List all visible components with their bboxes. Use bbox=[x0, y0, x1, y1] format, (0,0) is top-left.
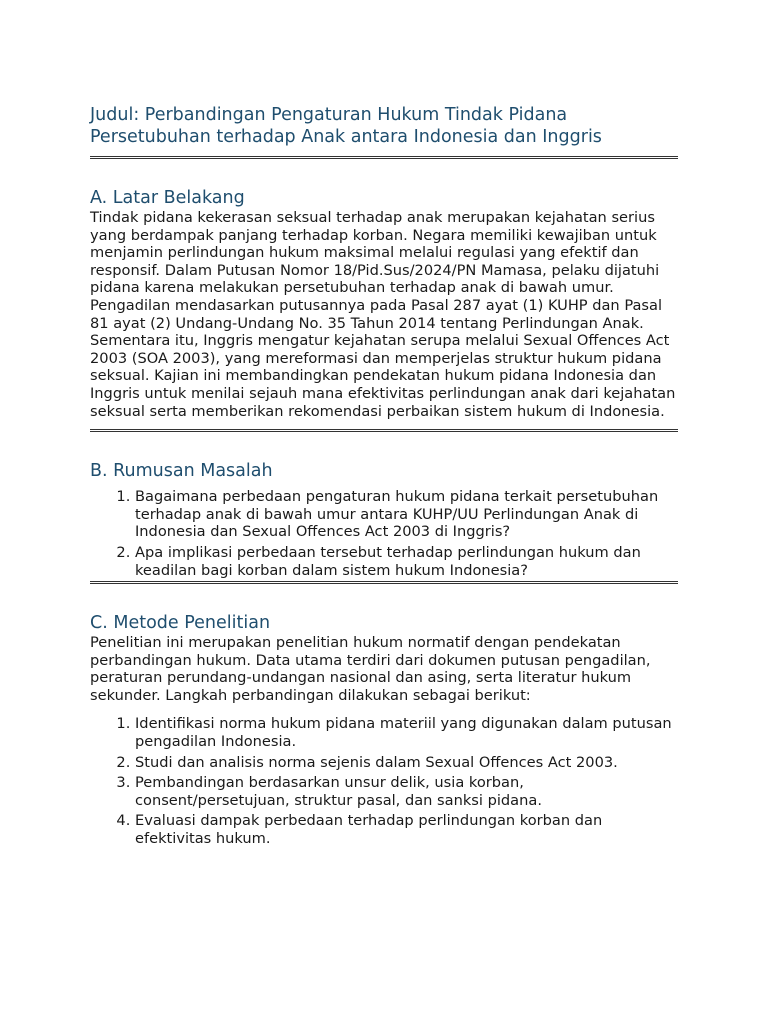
section-b-list bbox=[90, 488, 678, 579]
list-item: 3. Pembandingan berdasarkan unsur delik, usia korban, consent/persetujuan, struktur pasal, dan sanksi pidana. bbox=[135, 774, 678, 809]
list-item: 2. Studi dan analisis norma sejenis dalam Sexual Offences Act 2003. bbox=[135, 754, 678, 772]
title-divider bbox=[90, 156, 678, 159]
section-a-paragraph-2: Sementara itu, Inggris mengatur kejahatan serupa melalui Sexual Offences Act 2003 (SOA 2003), yang mereformasi dan memperjelas struktur hukum pidana seksual. Kajian ini membandingkan pendekatan hukum pidana Indonesia dan Inggris untuk menilai sejauh mana efektivitas perlindungan anak dari kejahatan seksual serta memberikan rekomendasi perbaikan sistem hukum di Indonesia. bbox=[90, 332, 676, 420]
list-item: 2. Apa implikasi perbedaan tersebut terhadap perlindungan hukum dan keadilan bagi korban dalam sistem hukum Indonesia? bbox=[135, 544, 678, 579]
section-c-paragraph-1: Penelitian ini merupakan penelitian hukum normatif dengan pendekatan perbandingan hukum. Data utama terdiri dari dokumen putusan pengadilan, peraturan perundang-undangan nasional dan asing, serta literatur hukum sekunder. Langkah perbandingan dilakukan sebagai berikut: bbox=[90, 634, 651, 704]
list-item: 4. Evaluasi dampak perbedaan terhadap perlindungan korban dan efektivitas hukum. bbox=[135, 812, 678, 847]
section-c-heading: C. Metode Penelitian bbox=[90, 613, 271, 634]
section-b-divider bbox=[90, 581, 678, 584]
document-title-line-2: Persetubuhan terhadap Anak antara Indonesia dan Inggris bbox=[90, 127, 602, 147]
list-item: 1. Bagaimana perbedaan pengaturan hukum pidana terkait persetubuhan terhadap anak di bawah umur antara KUHP/UU Perlindungan Anak di Indonesia dan Sexual Offences Act 2003 di Inggris? bbox=[135, 488, 678, 541]
document-title bbox=[90, 104, 678, 148]
section-c-list bbox=[90, 715, 678, 847]
section-a-paragraph-1: Tindak pidana kekerasan seksual terhadap anak merupakan kejahatan serius yang berdampak panjang terhadap korban. Negara memiliki kewajiban untuk menjamin perlindungan hukum maksimal melalui regulasi yang efektif dan responsif. Dalam Putusan Nomor 18/Pid.Sus/2024/PN Mamasa, pelaku dijatuhi pidana karena melakukan persetubuhan terhadap anak di bawah umur. Pengadilan mendasarkan putusannya pada Pasal 287 ayat (1) KUHP dan Pasal 81 ayat (2) Undang-Undang No. 35 Tahun 2014 tentang Perlindungan Anak. bbox=[90, 209, 663, 332]
section-b-heading: B. Rumusan Masalah bbox=[90, 461, 273, 482]
document-title-line-1: Judul: Perbandingan Pengaturan Hukum Tindak Pidana bbox=[90, 105, 568, 125]
list-item: 1. Identifikasi norma hukum pidana materiil yang digunakan dalam putusan pengadilan Indonesia. bbox=[135, 715, 678, 750]
section-a-heading: A. Latar Belakang bbox=[90, 188, 245, 208]
section-a-divider bbox=[90, 429, 678, 432]
